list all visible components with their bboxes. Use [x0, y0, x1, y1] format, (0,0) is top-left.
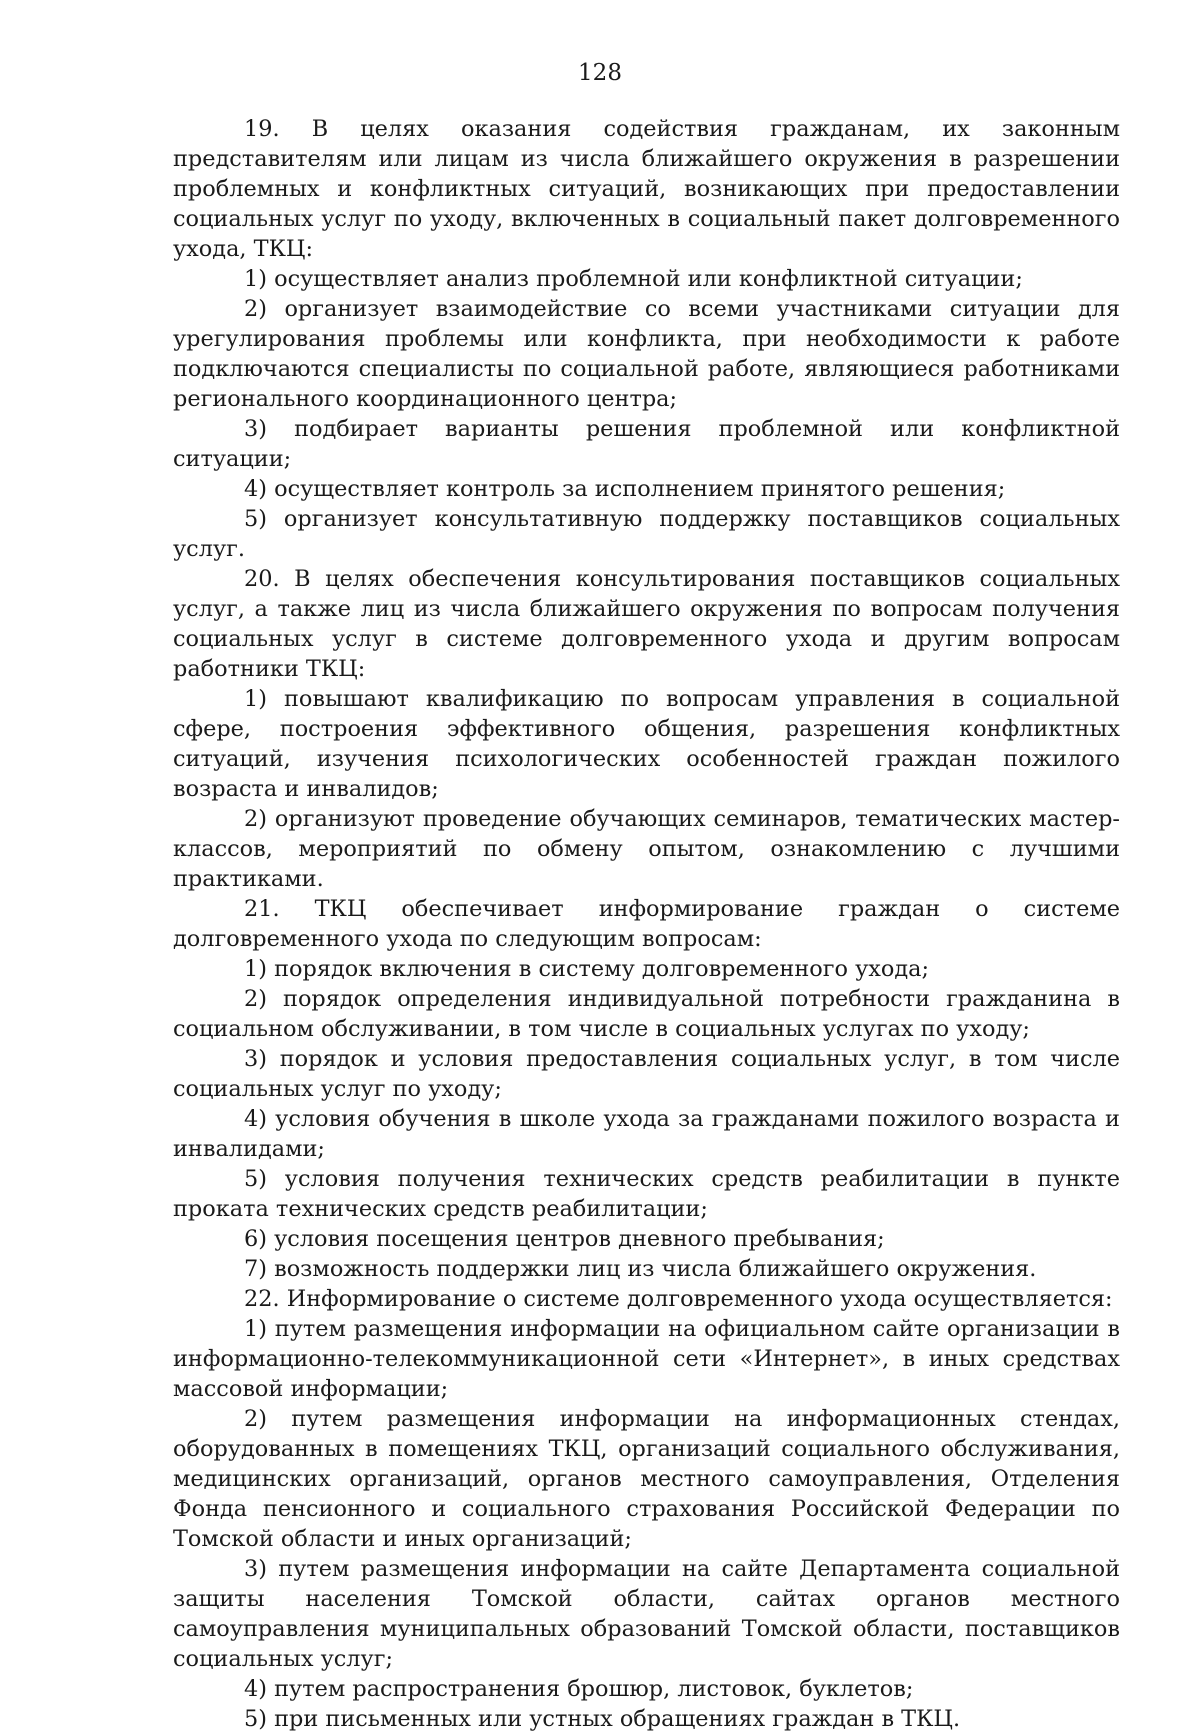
paragraph-20-item-1: 1) повышают квалификацию по вопросам управления в социальной сфере, построения эффективного общения, разрешения конфликтных ситуаций, изучения психологических особенностей граждан пожилого возраста и инвалидов;: [173, 686, 1120, 802]
paragraph-22-item-3: 3) путем размещения информации на сайте Департамента социальной защиты населения Томской области, сайтах органов местного самоуправления муниципальных образований Томской области, поставщиков социальных услуг;: [173, 1556, 1120, 1672]
paragraph-20-item-2: 2) организуют проведение обучающих семинаров, тематических мастер-классов, мероприятий по обмену опытом, ознакомлению с лучшими практиками.: [173, 806, 1120, 892]
paragraph-22-item-4: 4) путем распространения брошюр, листовок, буклетов;: [244, 1676, 914, 1702]
paragraph-22-item-1: 1) путем размещения информации на официальном сайте организации в информационно-телекоммуникационной сети «Интернет», в иных средствах массовой информации;: [173, 1316, 1120, 1402]
page-number: 128: [578, 60, 622, 86]
paragraph-20: 20. В целях обеспечения консультирования поставщиков социальных услуг, а также лиц из числа ближайшего окружения по вопросам получения социальных услуг в системе долговременного ухода и другим вопросам работники ТКЦ:: [173, 566, 1120, 682]
paragraph-19-item-5: 5) организует консультативную поддержку поставщиков социальных услуг.: [173, 506, 1120, 562]
paragraph-22-item-2: 2) путем размещения информации на информационных стендах, оборудованных в помещениях ТКЦ, организаций социального обслуживания, медицинских организаций, органов местного самоуправления, Отделения Фонда пенсионного и социального страхования Российской Федерации по Томской области и иных организаций;: [173, 1406, 1120, 1552]
paragraph-19-item-4: 4) осуществляет контроль за исполнением принятого решения;: [244, 476, 1006, 502]
paragraph-22-item-5: 5) при письменных или устных обращениях граждан в ТКЦ.: [244, 1706, 961, 1732]
paragraph-21-item-1: 1) порядок включения в систему долговременного ухода;: [244, 956, 930, 982]
paragraph-21-item-7: 7) возможность поддержки лиц из числа ближайшего окружения.: [244, 1256, 1037, 1282]
document-body: [173, 114, 1120, 1734]
paragraph-21-item-6: 6) условия посещения центров дневного пребывания;: [244, 1226, 885, 1252]
paragraph-22: 22. Информирование о системе долговременного ухода осуществляется:: [244, 1286, 1113, 1312]
paragraph-21-item-3: 3) порядок и условия предоставления социальных услуг, в том числе социальных услуг по уходу;: [173, 1046, 1120, 1102]
paragraph-19-item-3: 3) подбирает варианты решения проблемной или конфликтной ситуации;: [173, 416, 1120, 472]
paragraph-21-item-2: 2) порядок определения индивидуальной потребности гражданина в социальном обслуживании, в том числе в социальных услугах по уходу;: [173, 986, 1120, 1042]
paragraph-21-item-4: 4) условия обучения в школе ухода за гражданами пожилого возраста и инвалидами;: [173, 1106, 1120, 1162]
paragraph-19-item-2: 2) организует взаимодействие со всеми участниками ситуации для урегулирования проблемы или конфликта, при необходимости к работе подключаются специалисты по социальной работе, являющиеся работниками регионального координационного центра;: [173, 296, 1120, 412]
paragraph-19-item-1: 1) осуществляет анализ проблемной или конфликтной ситуации;: [244, 266, 1023, 292]
paragraph-21: 21. ТКЦ обеспечивает информирование граждан о системе долговременного ухода по следующим вопросам:: [173, 896, 1120, 952]
paragraph-21-item-5: 5) условия получения технических средств реабилитации в пункте проката технических средств реабилитации;: [173, 1166, 1120, 1222]
paragraph-19: 19. В целях оказания содействия гражданам, их законным представителям или лицам из числа ближайшего окружения в разрешении проблемных и конфликтных ситуаций, возникающих при предоставлении социальных услуг по уходу, включенных в социальный пакет долговременного ухода, ТКЦ:: [173, 116, 1120, 262]
